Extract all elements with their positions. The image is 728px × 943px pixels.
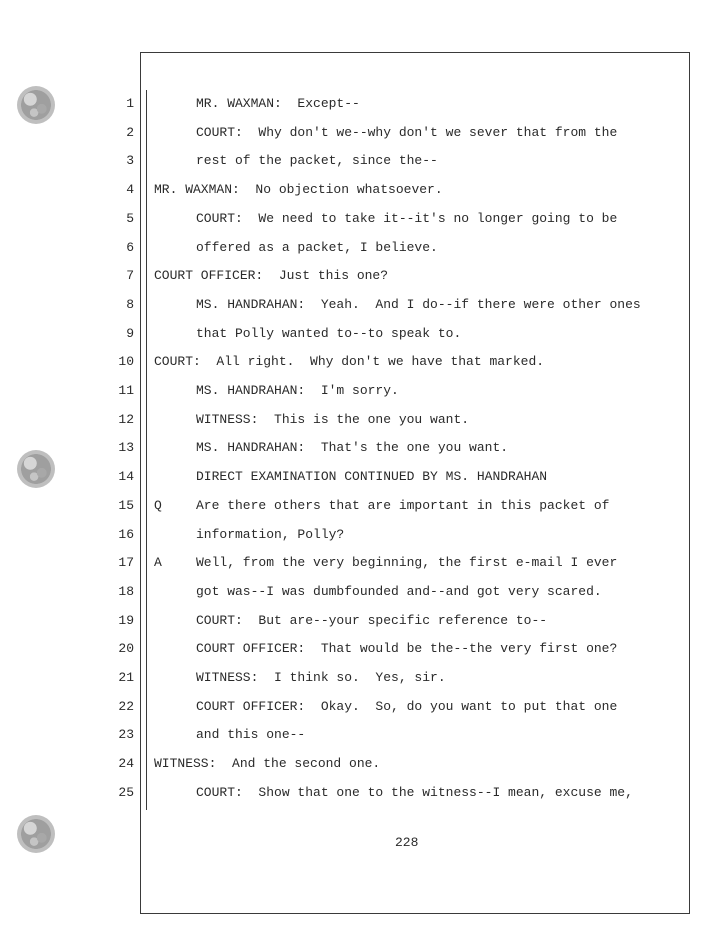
punch-hole-bottom <box>17 815 55 853</box>
transcript-line: offered as a packet, I believe. <box>196 240 438 255</box>
transcript-line: Are there others that are important in this packet of <box>196 498 610 513</box>
transcript-line: COURT OFFICER: Just this one? <box>154 268 389 283</box>
transcript-line: Well, from the very beginning, the first e-mail I ever <box>196 555 618 570</box>
line-number: 10 <box>118 354 134 369</box>
transcript-line: that Polly wanted to--to speak to. <box>196 326 462 341</box>
line-number: 21 <box>118 670 134 685</box>
line-number: 23 <box>118 727 134 742</box>
transcript-line: and this one-- <box>196 727 306 742</box>
line-number: 8 <box>126 297 134 312</box>
transcript-line: COURT: But are--your specific reference to-- <box>196 613 548 628</box>
line-number: 3 <box>126 153 134 168</box>
transcript-line: DIRECT EXAMINATION CONTINUED BY MS. HANDRAHAN <box>196 469 548 484</box>
transcript-line: COURT: We need to take it--it's no longer going to be <box>196 211 618 226</box>
punch-hole-top <box>17 86 55 124</box>
line-number: 7 <box>126 268 134 283</box>
line-number: 17 <box>118 555 134 570</box>
line-number: 16 <box>118 527 134 542</box>
transcript-line: got was--I was dumbfounded and--and got very scared. <box>196 584 602 599</box>
line-number: 9 <box>126 326 134 341</box>
line-number: 25 <box>118 785 134 800</box>
left-margin-rule <box>146 90 147 810</box>
punch-hole-middle <box>17 450 55 488</box>
transcript-line: COURT OFFICER: Okay. So, do you want to put that one <box>196 699 618 714</box>
line-number: 24 <box>118 756 134 771</box>
transcript-line: MR. WAXMAN: No objection whatsoever. <box>154 182 443 197</box>
line-number: 13 <box>118 440 134 455</box>
transcript-line: rest of the packet, since the-- <box>196 153 438 168</box>
line-number: 6 <box>126 240 134 255</box>
transcript-line: MS. HANDRAHAN: I'm sorry. <box>196 383 399 398</box>
transcript-line: COURT: Why don't we--why don't we sever that from the <box>196 125 618 140</box>
page-number: 228 <box>395 835 419 850</box>
line-number: 19 <box>118 613 134 628</box>
line-number: 18 <box>118 584 134 599</box>
transcript-line: COURT: Show that one to the witness--I mean, excuse me, <box>196 785 633 800</box>
qa-marker: A <box>154 555 162 570</box>
transcript-line: WITNESS: I think so. Yes, sir. <box>196 670 446 685</box>
line-number: 5 <box>126 211 134 226</box>
transcript-line: COURT OFFICER: That would be the--the very first one? <box>196 641 618 656</box>
line-number: 1 <box>126 96 134 111</box>
transcript-line: WITNESS: And the second one. <box>154 756 381 771</box>
qa-marker: Q <box>154 498 162 513</box>
transcript-line: MS. HANDRAHAN: Yeah. And I do--if there were other ones <box>196 297 641 312</box>
line-number: 2 <box>126 125 134 140</box>
line-number: 11 <box>118 383 134 398</box>
transcript-line: COURT: All right. Why don't we have that marked. <box>154 354 545 369</box>
transcript-line: WITNESS: This is the one you want. <box>196 412 470 427</box>
line-number: 22 <box>118 699 134 714</box>
line-number: 20 <box>118 641 134 656</box>
line-number: 12 <box>118 412 134 427</box>
line-number: 4 <box>126 182 134 197</box>
transcript-line: MS. HANDRAHAN: That's the one you want. <box>196 440 509 455</box>
transcript-line: information, Polly? <box>196 527 345 542</box>
line-number: 15 <box>118 498 134 513</box>
transcript-line: MR. WAXMAN: Except-- <box>196 96 360 111</box>
line-number: 14 <box>118 469 134 484</box>
